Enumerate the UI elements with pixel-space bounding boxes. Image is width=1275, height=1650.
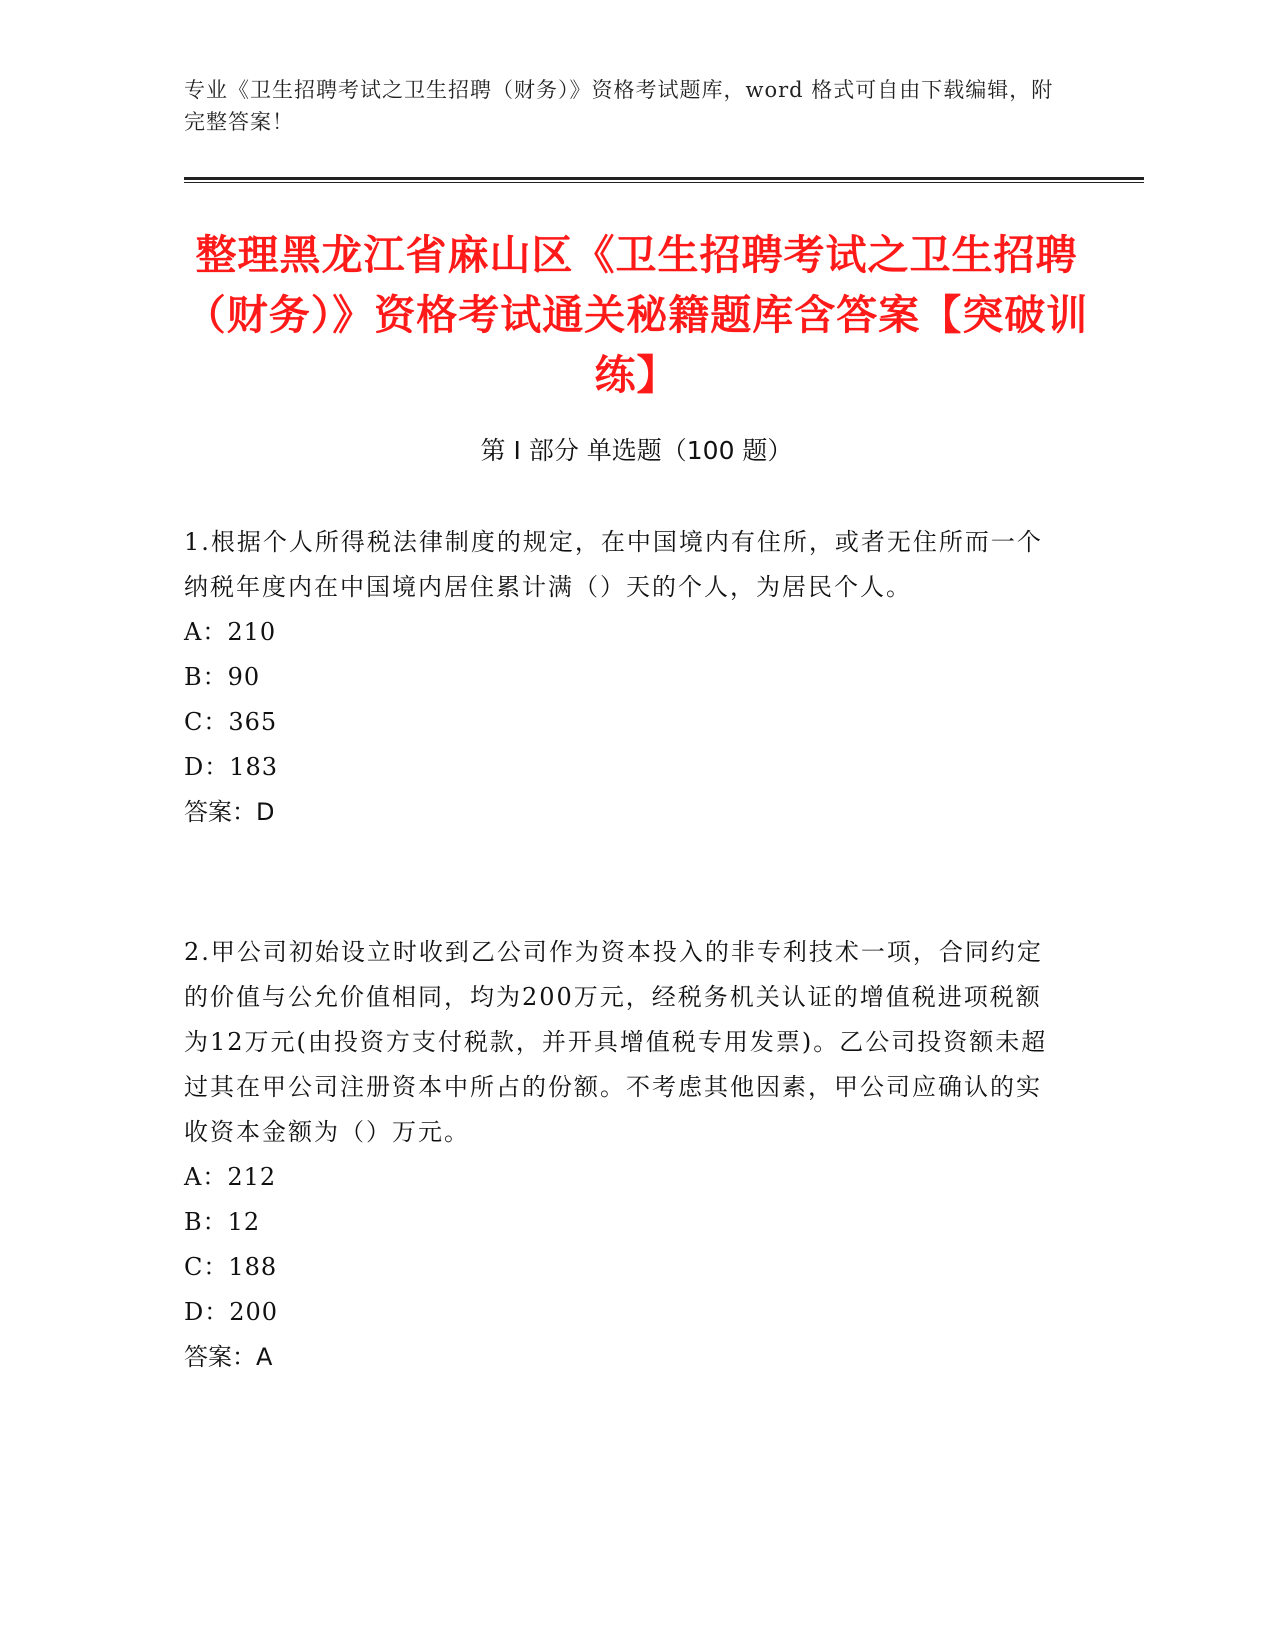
question-1	[184, 520, 1064, 835]
answer-line: 答案：D	[184, 798, 275, 826]
header-divider-thin	[184, 182, 1144, 183]
option-c: C：365	[184, 708, 278, 736]
option-a: A：210	[184, 618, 277, 646]
option-a: A：212	[184, 1163, 277, 1191]
option-d: D：183	[184, 753, 279, 781]
document-title: 整理黑龙江省麻山区《卫生招聘考试之卫生招聘（财务）》资格考试通关秘籍题库含答案【突破训练】	[184, 231, 1089, 399]
question-stem: 1.根据个人所得税法律制度的规定，在中国境内有住所，或者无住所而一个纳税年度内在中国境内居住累计满（）天的个人，为居民个人。	[184, 528, 1043, 601]
header-note: 专业《卫生招聘考试之卫生招聘（财务）》资格考试题库，word 格式可自由下载编辑，附完整答案！	[184, 78, 1054, 134]
option-b: B：12	[184, 1208, 261, 1236]
question-2	[184, 930, 1064, 1380]
option-c: C：188	[184, 1253, 278, 1281]
answer-line: 答案：A	[184, 1343, 273, 1371]
option-d: D：200	[184, 1298, 279, 1326]
section-title: 第 I 部分 单选题（100 题）	[480, 436, 793, 465]
header-divider-thick	[184, 177, 1144, 180]
option-b: B：90	[184, 663, 261, 691]
question-stem: 2.甲公司初始设立时收到乙公司作为资本投入的非专利技术一项，合同约定的价值与公允价值相同，均为200万元，经税务机关认证的增值税进项税额为12万元(由投资方支付税款，并开具增值税专用发票)。乙公司投资额未超过其在甲公司注册资本中所占的份额。不考虑其他因素，甲公司应确认的实收资本金额为（）万元。	[184, 938, 1048, 1146]
